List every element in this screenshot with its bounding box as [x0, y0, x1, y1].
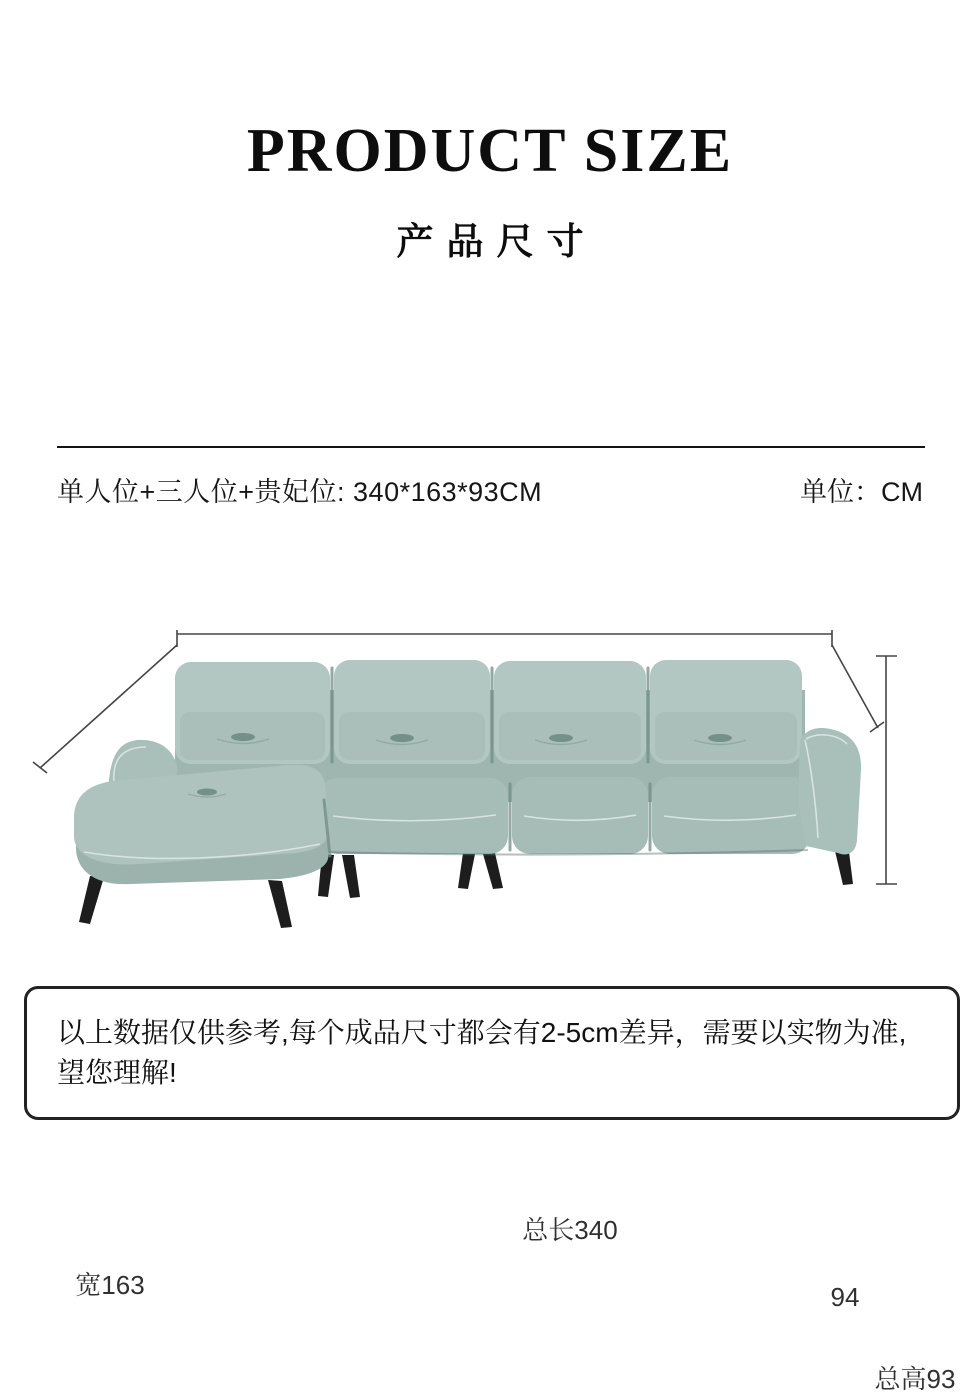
total-length-label: 总长340	[517, 1215, 622, 1245]
seat-cushions	[319, 777, 810, 855]
divider-line	[57, 446, 925, 448]
sofa-leg	[342, 855, 360, 898]
disclaimer-note-box	[24, 986, 960, 1120]
depth-dimension-line	[832, 645, 878, 728]
spec-combo-label: 单人位+三人位+贵妃位: 340*163*93CM	[57, 477, 543, 507]
chaise-lounge	[74, 765, 330, 884]
sofa-leg	[79, 876, 104, 924]
page-subtitle: 产品尺寸	[396, 222, 597, 263]
disclaimer-line-2: 望您理解!	[57, 1057, 177, 1088]
spec-unit-label: 单位：CM	[800, 477, 923, 507]
seat-cushion	[652, 777, 810, 854]
sofa-leg	[268, 880, 292, 928]
right-armrest	[798, 728, 861, 854]
width-label: 宽163	[70, 1270, 149, 1300]
sofa-leg	[835, 851, 853, 885]
seat-cushion	[319, 778, 508, 854]
sofa-illustration	[0, 600, 980, 960]
sofa-leg	[458, 853, 475, 889]
seat-cushion	[512, 777, 648, 854]
back-cushions	[175, 660, 802, 764]
disclaimer-line-1: 以上数据仅供参考,每个成品尺寸都会有2-5cm差异，需要以实物为准,	[57, 1017, 907, 1048]
page-title: PRODUCT SIZE	[246, 117, 734, 185]
sofa-leg	[483, 853, 503, 889]
total-height-label: 总高93	[870, 1364, 961, 1394]
depth-label: 94	[826, 1282, 865, 1312]
spec-row	[57, 470, 923, 509]
